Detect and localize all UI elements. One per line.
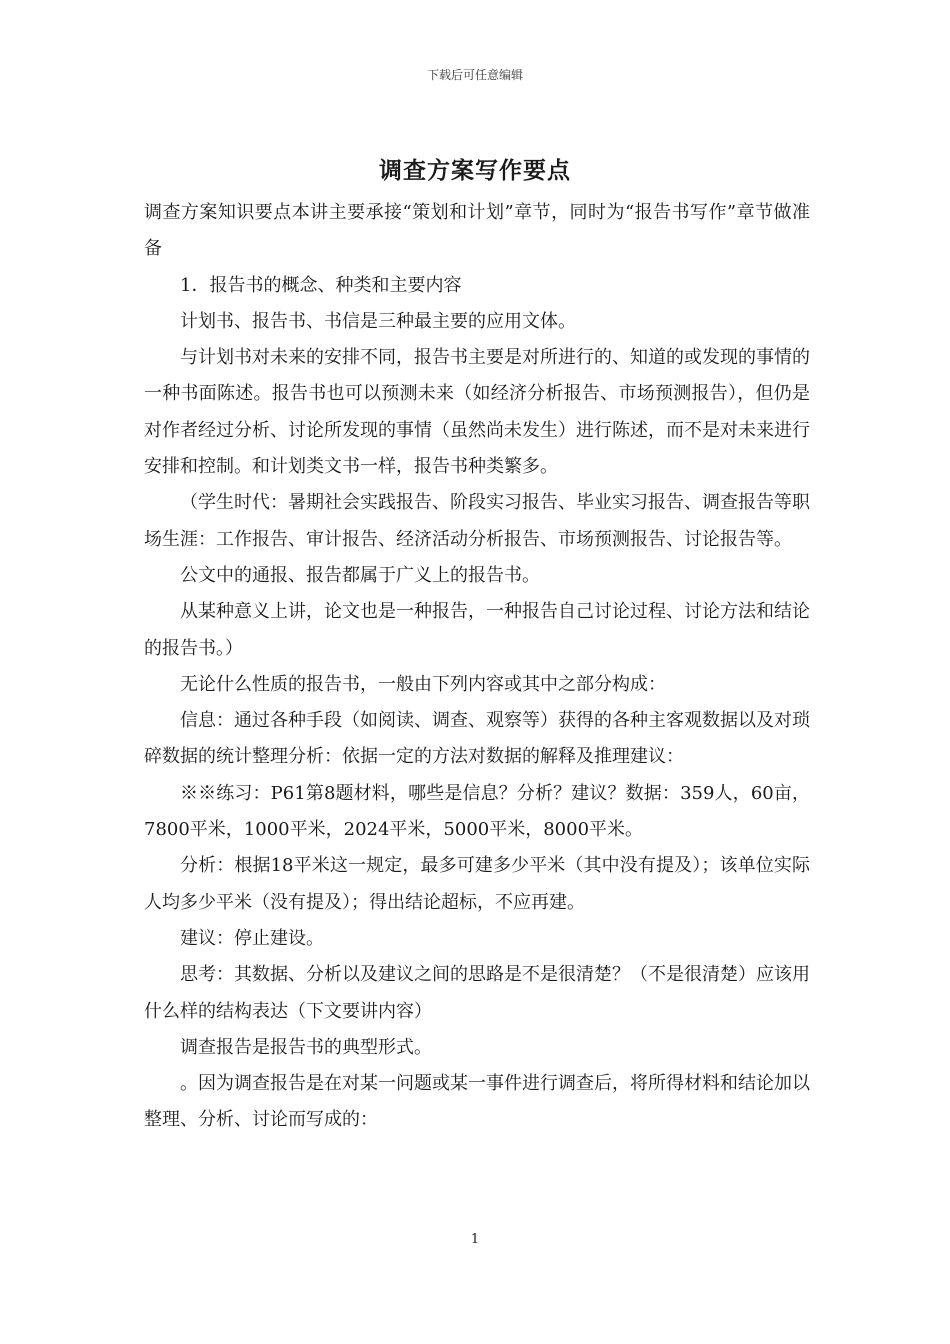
page-number: 1 [470, 1232, 480, 1247]
paragraph: 。因为调查报告是在对某一问题或某一事件进行调查后，将所得材料和结论加以整理、分析、讨论而写成的： [144, 1073, 810, 1131]
paragraph: 计划书、报告书、书信是三种最主要的应用文体。 [180, 310, 576, 332]
paragraph: 公文中的通报、报告都属于广义上的报告书。 [180, 564, 540, 586]
paragraph-exercise: ※※练习：P61第8题材料，哪些是信息？分析？建议？数据：359人，60亩，7800平米，1000平米，2024平米，5000平米，8000平米。 [144, 782, 810, 841]
paragraph: 与计划书对未来的安排不同，报告书主要是对所进行的、知道的或发现的事情的一种书面陈述。报告书也可以预测未来（如经济分析报告、市场预测报告），但仍是对作者经过分析、讨论所发现的事情（虽然尚未发生）进行陈述，而不是对未来进行安排和控制。和计划类文书一样，报告书种类繁多。 [144, 347, 810, 478]
paragraph-intro: 调查方案知识要点本讲主要承接“策划和计划”章节，同时为“报告书写作”章节做准备 [144, 202, 810, 260]
paragraph: 调查报告是报告书的典型形式。 [180, 1036, 432, 1058]
paragraph: （学生时代：暑期社会实践报告、阶段实习报告、毕业实习报告、调查报告等职场生涯：工作报告、审计报告、经济活动分析报告、市场预测报告、讨论报告等。 [144, 492, 810, 550]
paragraph: 分析：根据18平米这一规定，最多可建多少平米（其中没有提及）；该单位实际人均多少平米（没有提及）；得出结论超标，不应再建。 [144, 855, 810, 913]
paragraph: 思考：其数据、分析以及建议之间的思路是不是很清楚？（不是很清楚）应该用什么样的结构表达（下文要讲内容） [144, 964, 810, 1022]
paragraph-section-heading: 1．报告书的概念、种类和主要内容 [180, 274, 462, 296]
document-body [144, 195, 810, 1139]
paragraph: 建议：停止建设。 [180, 927, 324, 949]
paragraph: 从某种意义上讲，论文也是一种报告，一种报告自己讨论过程、讨论方法和结论的报告书。） [144, 601, 810, 659]
document-title: 调查方案写作要点 [379, 158, 571, 184]
paragraph: 信息：通过各种手段（如阅读、调查、观察等）获得的各种主客观数据以及对琐碎数据的统计整理分析：依据一定的方法对数据的解释及推理建议： [144, 710, 810, 768]
paragraph: 无论什么性质的报告书，一般由下列内容或其中之部分构成： [180, 673, 666, 695]
header-note: 下载后可任意编辑 [426, 68, 523, 82]
